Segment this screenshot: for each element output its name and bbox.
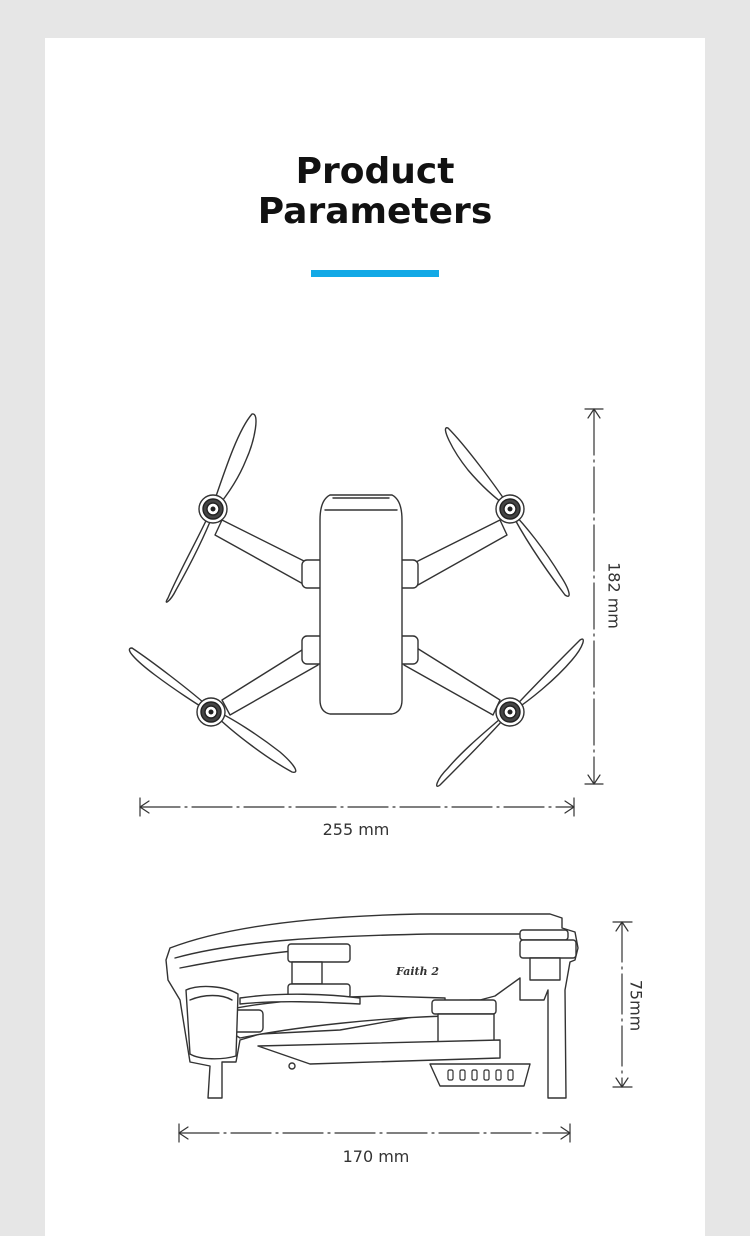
title-line-1: Product — [295, 151, 455, 192]
motor-front-right — [496, 495, 524, 523]
side-length-label-170: 170 mm — [342, 1147, 410, 1166]
drone-side-view — [166, 914, 578, 1098]
arm-front-left — [215, 520, 312, 585]
side-height-label-75: 75mm — [626, 979, 646, 1032]
height-dimension-line — [585, 409, 603, 784]
motor-front-left — [199, 495, 227, 523]
motor-rear-left — [197, 698, 225, 726]
width-label-255: 255 mm — [322, 820, 390, 839]
height-label-182: 182 mm — [604, 562, 624, 629]
title-line-2: Parameters — [257, 191, 493, 232]
motor-rear-right — [496, 698, 524, 726]
side-length-dimension-line — [179, 1124, 570, 1142]
width-dimension-line — [140, 798, 574, 816]
arm-front-right — [410, 520, 507, 585]
drone-body-top — [320, 495, 402, 714]
model-badge: Faith 2 — [396, 965, 440, 978]
